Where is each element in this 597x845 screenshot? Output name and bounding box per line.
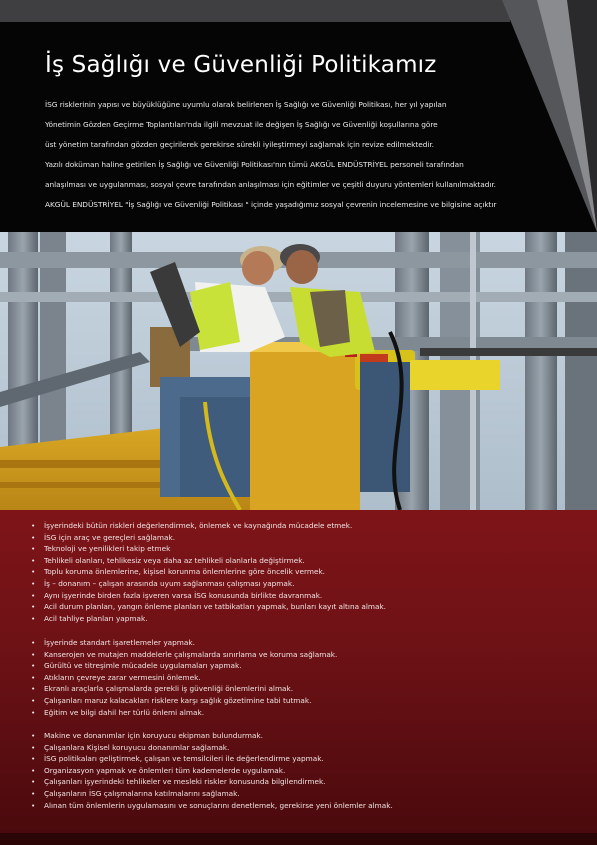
list-item: • Çalışanları işyerindeki tehlikeler ve mesleki riskler konusunda bilgilendirmek. [30, 776, 570, 788]
workers-photo [0, 232, 597, 510]
policy-list [30, 637, 570, 718]
list-item: • Gürültü ve titreşimle mücadele uygulamaları yapmak. [30, 660, 570, 672]
intro-line: İSG risklerinin yapısı ve büyüklüğüne uyumlu olarak belirlenen İş Sağlığı ve Güvenliği Politikası, her yıl yapılan [45, 100, 447, 109]
list-item: • Aynı işyerinde birden fazla işveren varsa İSG konusunda birlikte davranmak. [30, 590, 570, 602]
list-item: • İşyerindeki bütün riskleri değerlendirmek, önlemek ve kaynağında mücadele etmek. [30, 520, 570, 532]
list-item: • Tehlikeli olanları, tehlikesiz veya daha az tehlikeli olanlarla değiştirmek. [30, 555, 570, 567]
intro-line: üst yönetim tarafından gözden geçirilerek gerekirse sürekli iyileştirmeyi sağlamak için revize edilmektedir. [45, 140, 434, 149]
intro-line: anlaşılması ve uygulanması, sosyal çevre tarafından anlaşılması için eğitimler ve çeşitli duyuru yöntemleri kullanılmaktadır. [45, 180, 496, 189]
list-item: • Ekranlı araçlarla çalışmalarda gerekli iş güvenliği önlemlerini almak. [30, 683, 570, 695]
list-item: • Alınan tüm önlemlerin uygulamasını ve sonuçlarını denetlemek, gerekirse yeni önlemler almak. [30, 800, 570, 812]
list-item: • Organizasyon yapmak ve önlemleri tüm kademelerde uygulamak. [30, 765, 570, 777]
list-item: • Makine ve donanımlar için koruyucu ekipman bulundurmak. [30, 730, 570, 742]
list-item: • Teknoloji ve yenilikleri takip etmek [30, 543, 570, 555]
list-item: • Toplu koruma önlemlerine, kişisel korunma önlemlerine göre öncelik vermek. [30, 566, 570, 578]
list-item: • İSG politikaları geliştirmek, çalışan ve temsilcileri ile değerlendirme yapmak. [30, 753, 570, 765]
policy-list [30, 520, 570, 624]
header-panel [0, 0, 597, 232]
header-grey-bar [0, 0, 510, 22]
list-item: • Eğitim ve bilgi dahil her türlü önlemi almak. [30, 707, 570, 719]
page-title: İş Sağlığı ve Güvenliği Politikamız [45, 52, 437, 78]
list-item: • Kanserojen ve mutajen maddelerle çalışmalarda sınırlama ve koruma sağlamak. [30, 649, 570, 661]
list-item: • İşyerinde standart işaretlemeler yapmak. [30, 637, 570, 649]
list-item: • Çalışanların İSG çalışmalarına katılmalarını sağlamak. [30, 788, 570, 800]
intro-line: Yönetimin Gözden Geçirme Toplantıları'nda ilgili mevzuat ile değişen İş Sağlığı ve Güvenliği koşullarına göre [45, 120, 438, 129]
list-item: • Acil tahliye planları yapmak. [30, 613, 570, 625]
intro-line: AKGÜL ENDÜSTRİYEL "İş Sağlığı ve Güvenliği Politikası " içinde yaşadığımız sosyal çevrenin incelemesine ve bilgisine açıktır [45, 200, 497, 209]
intro-text [45, 95, 545, 215]
list-item: • İSG için araç ve gereçleri sağlamak. [30, 532, 570, 544]
list-item: • İş – donanım – çalışan arasında uyum sağlanması çalışması yapmak. [30, 578, 570, 590]
bottom-band [0, 833, 597, 845]
list-item: • Atıkların çevreye zarar vermesini önlemek. [30, 672, 570, 684]
list-item: • Acil durum planları, yangın önleme planları ve tatbikatları yapmak, bunları kayıt altına almak. [30, 601, 570, 613]
intro-line: Yazılı doküman haline getirilen İş Sağlığı ve Güvenliği Politikası'nın tümü AKGÜL ENDÜSTRİYEL personeli tarafından [45, 160, 464, 169]
header-decor-stripe [567, 0, 597, 232]
policy-list [30, 730, 570, 811]
list-item: • Çalışanlara Kişisel koruyucu donanımlar sağlamak. [30, 742, 570, 754]
list-item: • Çalışanları maruz kalacakları risklere karşı sağlık gözetimine tabi tutmak. [30, 695, 570, 707]
policy-panel [0, 510, 597, 845]
